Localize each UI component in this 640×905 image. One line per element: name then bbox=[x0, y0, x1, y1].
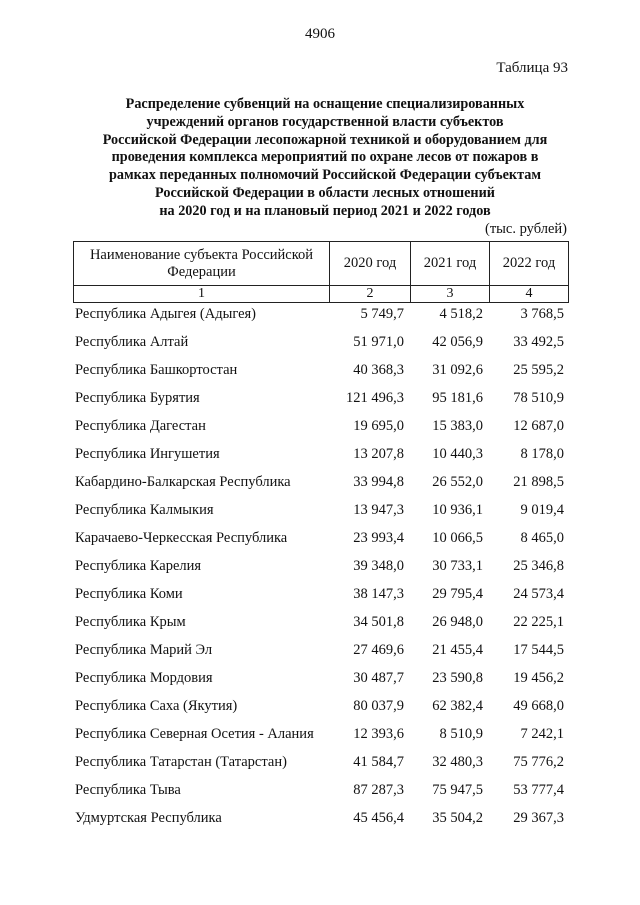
region-name-cell: Удмуртская Республика bbox=[75, 809, 222, 826]
value-2022-cell: 78 510,9 bbox=[513, 389, 564, 406]
value-2020-cell: 45 456,4 bbox=[353, 809, 404, 826]
value-2022-cell: 25 346,8 bbox=[513, 557, 564, 574]
table-row bbox=[73, 384, 568, 412]
title-line: учреждений органов государственной власти субъектов bbox=[146, 113, 504, 130]
region-name-cell: Республика Татарстан (Татарстан) bbox=[75, 753, 287, 770]
value-2022-cell: 24 573,4 bbox=[513, 585, 564, 602]
table-row bbox=[73, 748, 568, 776]
value-2022-cell: 8 178,0 bbox=[520, 445, 564, 462]
region-name-cell: Республика Ингушетия bbox=[75, 445, 220, 462]
column-header-2020: 2020 год bbox=[330, 242, 411, 286]
value-2020-cell: 13 207,8 bbox=[353, 445, 404, 462]
region-name-cell: Кабардино-Балкарская Республика bbox=[75, 473, 291, 490]
value-2020-cell: 38 147,3 bbox=[353, 585, 404, 602]
column-header-name: Наименование субъекта Российской Федерации bbox=[74, 242, 330, 286]
region-name-cell: Республика Тыва bbox=[75, 781, 181, 798]
table-row bbox=[73, 776, 568, 804]
value-2022-cell: 33 492,5 bbox=[513, 333, 564, 350]
table-row bbox=[73, 664, 568, 692]
title-line: Российской Федерации лесопожарной техникой и оборудованием для bbox=[102, 131, 548, 148]
title-line: на 2020 год и на плановый период 2021 и 2022 годов bbox=[159, 202, 491, 219]
table-row bbox=[73, 524, 568, 552]
region-name-cell: Республика Крым bbox=[75, 613, 186, 630]
value-2021-cell: 8 510,9 bbox=[439, 725, 483, 742]
value-2020-cell: 30 487,7 bbox=[353, 669, 404, 686]
table-row bbox=[73, 692, 568, 720]
region-name-cell: Республика Башкортостан bbox=[75, 361, 238, 378]
column-number: 1 bbox=[74, 286, 330, 303]
value-2021-cell: 32 480,3 bbox=[432, 753, 483, 770]
value-2021-cell: 35 504,2 bbox=[432, 809, 483, 826]
column-number: 3 bbox=[411, 286, 490, 303]
value-2022-cell: 9 019,4 bbox=[520, 501, 564, 518]
table-row bbox=[73, 580, 568, 608]
value-2021-cell: 95 181,6 bbox=[432, 389, 483, 406]
table-row bbox=[73, 300, 568, 328]
value-2020-cell: 39 348,0 bbox=[353, 557, 404, 574]
value-2022-cell: 49 668,0 bbox=[513, 697, 564, 714]
value-2020-cell: 5 749,7 bbox=[360, 305, 404, 322]
table-row bbox=[73, 412, 568, 440]
value-2020-cell: 41 584,7 bbox=[353, 753, 404, 770]
region-name-cell: Республика Мордовия bbox=[75, 669, 213, 686]
value-2022-cell: 17 544,5 bbox=[513, 641, 564, 658]
value-2022-cell: 19 456,2 bbox=[513, 669, 564, 686]
table-row bbox=[73, 440, 568, 468]
value-2020-cell: 34 501,8 bbox=[353, 613, 404, 630]
table-row bbox=[73, 804, 568, 832]
value-2021-cell: 10 936,1 bbox=[432, 501, 483, 518]
table-row bbox=[73, 468, 568, 496]
column-number: 2 bbox=[330, 286, 411, 303]
value-2022-cell: 29 367,3 bbox=[513, 809, 564, 826]
title-line: Российской Федерации в области лесных отношений bbox=[155, 184, 495, 201]
value-2020-cell: 87 287,3 bbox=[353, 781, 404, 798]
region-name-cell: Республика Алтай bbox=[75, 333, 189, 350]
table-row bbox=[73, 720, 568, 748]
table-header bbox=[73, 241, 569, 303]
value-2021-cell: 15 383,0 bbox=[432, 417, 483, 434]
region-name-cell: Республика Карелия bbox=[75, 557, 202, 574]
table-row bbox=[73, 496, 568, 524]
value-2021-cell: 21 455,4 bbox=[432, 641, 483, 658]
region-name-cell: Республика Калмыкия bbox=[75, 501, 214, 518]
value-2020-cell: 80 037,9 bbox=[353, 697, 404, 714]
column-number: 4 bbox=[490, 286, 569, 303]
table-body bbox=[73, 300, 568, 832]
table-row bbox=[73, 636, 568, 664]
value-2020-cell: 19 695,0 bbox=[353, 417, 404, 434]
value-2020-cell: 121 496,3 bbox=[346, 389, 404, 406]
value-2020-cell: 27 469,6 bbox=[353, 641, 404, 658]
region-name-cell: Карачаево-Черкесская Республика bbox=[75, 529, 288, 546]
value-2020-cell: 23 993,4 bbox=[353, 529, 404, 546]
region-name-cell: Республика Адыгея (Адыгея) bbox=[75, 305, 257, 322]
value-2022-cell: 25 595,2 bbox=[513, 361, 564, 378]
value-2021-cell: 31 092,6 bbox=[432, 361, 483, 378]
value-2020-cell: 40 368,3 bbox=[353, 361, 404, 378]
value-2020-cell: 33 994,8 bbox=[353, 473, 404, 490]
value-2022-cell: 75 776,2 bbox=[513, 753, 564, 770]
region-name-cell: Республика Саха (Якутия) bbox=[75, 697, 238, 714]
table-label: Таблица 93 bbox=[496, 60, 568, 76]
value-2021-cell: 10 440,3 bbox=[432, 445, 483, 462]
title-line: проведения комплекса мероприятий по охране лесов от пожаров в bbox=[111, 149, 539, 166]
value-2022-cell: 7 242,1 bbox=[520, 725, 564, 742]
value-2021-cell: 4 518,2 bbox=[439, 305, 483, 322]
table-row bbox=[73, 608, 568, 636]
table-row bbox=[73, 552, 568, 580]
value-2022-cell: 22 225,1 bbox=[513, 613, 564, 630]
value-2021-cell: 75 947,5 bbox=[432, 781, 483, 798]
region-name-cell: Республика Северная Осетия - Алания bbox=[75, 725, 314, 742]
value-2021-cell: 26 552,0 bbox=[432, 473, 483, 490]
value-2021-cell: 42 056,9 bbox=[432, 333, 483, 350]
value-2020-cell: 12 393,6 bbox=[353, 725, 404, 742]
region-name-cell: Республика Дагестан bbox=[75, 417, 206, 434]
units-label: (тыс. рублей) bbox=[485, 221, 567, 237]
table-row bbox=[73, 328, 568, 356]
document-title bbox=[60, 96, 590, 221]
title-line: рамках переданных полномочий Российской Федерации субъектам bbox=[109, 167, 541, 184]
column-header-2021: 2021 год bbox=[411, 242, 490, 286]
value-2022-cell: 8 465,0 bbox=[520, 529, 564, 546]
value-2021-cell: 26 948,0 bbox=[432, 613, 483, 630]
value-2022-cell: 53 777,4 bbox=[513, 781, 564, 798]
region-name-cell: Республика Марий Эл bbox=[75, 641, 213, 658]
value-2020-cell: 51 971,0 bbox=[353, 333, 404, 350]
value-2022-cell: 21 898,5 bbox=[513, 473, 564, 490]
value-2020-cell: 13 947,3 bbox=[353, 501, 404, 518]
value-2021-cell: 29 795,4 bbox=[432, 585, 483, 602]
column-header-2022: 2022 год bbox=[490, 242, 569, 286]
region-name-cell: Республика Бурятия bbox=[75, 389, 200, 406]
value-2022-cell: 3 768,5 bbox=[520, 305, 564, 322]
value-2021-cell: 62 382,4 bbox=[432, 697, 483, 714]
value-2021-cell: 23 590,8 bbox=[432, 669, 483, 686]
value-2022-cell: 12 687,0 bbox=[513, 417, 564, 434]
value-2021-cell: 30 733,1 bbox=[432, 557, 483, 574]
value-2021-cell: 10 066,5 bbox=[432, 529, 483, 546]
table-row bbox=[73, 356, 568, 384]
title-line: Распределение субвенций на оснащение специализированных bbox=[125, 96, 525, 112]
page-number: 4906 bbox=[305, 26, 335, 42]
region-name-cell: Республика Коми bbox=[75, 585, 183, 602]
